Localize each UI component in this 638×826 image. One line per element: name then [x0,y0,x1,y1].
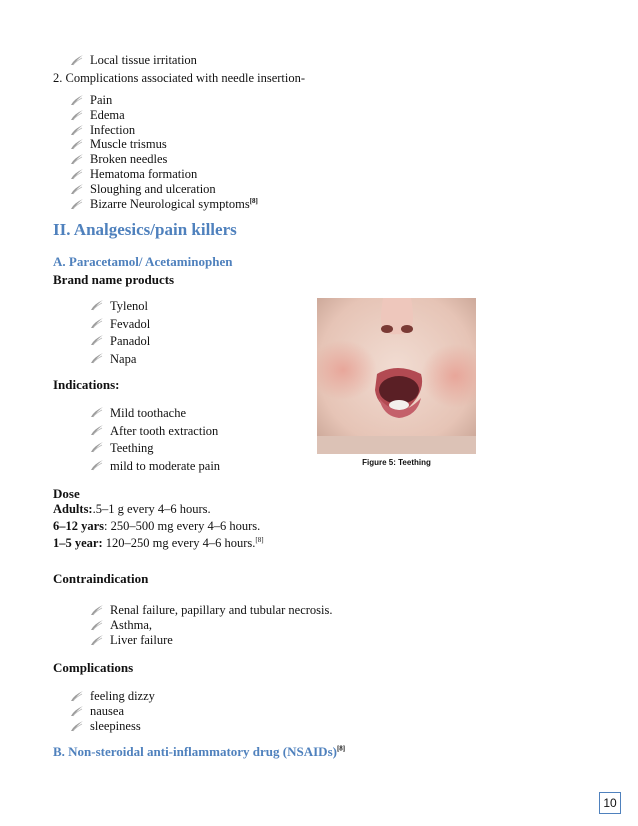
list-item-text: Liver failure [110,632,173,647]
list-item-text: Panadol [110,334,151,348]
list-item-text: Hematoma formation [90,166,198,181]
list-item-text: After tooth extraction [110,423,219,438]
swoosh-bullet-icon [70,705,84,717]
subsection-b-text: B. Non-steroidal anti-inflammatory drug (NSAIDs) [53,744,337,759]
list-item [90,405,220,423]
list-item-text: Local tissue irritation [90,53,197,67]
list-item-text: Teething [110,441,154,455]
indications-list [90,405,220,475]
dose-adults-value: .5–1 g every 4–6 hours. [92,502,211,516]
needle-complications-list [70,93,258,211]
swoosh-bullet-icon [70,183,84,195]
swoosh-bullet-icon [90,299,104,311]
swoosh-bullet-icon [70,198,84,210]
list-item [70,123,258,138]
swoosh-bullet-icon [90,424,104,436]
brand-list [90,298,150,368]
list-item [90,633,333,648]
list-item-text: mild to moderate pain [110,458,221,473]
indications-heading: Indications: [53,377,120,392]
dose-1-5-value: 120–250 mg every 4–6 hours. [102,536,256,550]
swoosh-bullet-icon [90,459,104,471]
swoosh-bullet-icon [90,334,104,346]
complications-heading: Complications [53,660,134,675]
list-item [70,719,155,734]
list-item-text: Renal failure, papillary and tubular necrosis. [110,603,333,617]
needle-complications-heading: 2. Complications associated with needle insertion- [53,71,306,85]
list-item [90,458,220,476]
list-item [70,182,258,197]
dose-1-5 [53,536,264,551]
list-item-text: Edema [90,107,125,122]
page-number-box [599,792,621,814]
list-item-text: Sloughing and ulceration [90,181,216,196]
citation: [8] [255,535,264,544]
citation: [8] [249,196,258,205]
dose-adults-label: Adults: [53,502,93,516]
list-item [90,351,150,369]
list-item [70,108,258,123]
list-item [90,603,333,618]
list-item [70,137,258,152]
list-item-text: Bizarre Neurological symptoms [90,196,250,211]
swoosh-bullet-icon [90,317,104,329]
swoosh-bullet-icon [70,720,84,732]
swoosh-bullet-icon [70,168,84,180]
list-item [70,704,155,719]
dose-6-12-value: : 250–500 mg every 4–6 hours. [104,519,261,533]
swoosh-bullet-icon [70,54,84,66]
list-item [70,152,258,167]
list-item-text: Tylenol [110,299,149,313]
contraindication-list [90,603,333,647]
list-item [90,298,150,316]
citation: [8] [336,744,346,753]
brand-heading: Brand name products [53,272,175,287]
list-item-text: feeling dizzy [90,689,155,703]
list-item [90,618,333,633]
teething-photo [317,298,476,454]
dose-heading: Dose [53,486,80,501]
list-item-text: Muscle trismus [90,137,167,152]
dose-6-12 [53,519,260,534]
list-item [70,167,258,182]
list-item-text: Fevadol [110,316,151,331]
dose-6-12-label: 6–12 yars [53,519,105,533]
swoosh-bullet-icon [90,406,104,418]
swoosh-bullet-icon [90,352,104,364]
list-item-text: sleepiness [90,718,141,733]
complications-list [70,689,155,733]
list-item-text: Asthma, [110,617,153,632]
list-item [70,689,155,704]
dose-adults [53,502,211,517]
list-item [90,440,220,458]
swoosh-bullet-icon [90,619,104,631]
section-title: II. Analgesics/pain killers [53,220,237,239]
swoosh-bullet-icon [70,138,84,150]
subsection-a-title: A. Paracetamol/ Acetaminophen [53,254,233,269]
swoosh-bullet-icon [70,109,84,121]
swoosh-bullet-icon [70,94,84,106]
subsection-b-title [53,744,345,760]
contraindication-heading: Contraindication [53,571,149,586]
list-item-text: Infection [90,122,136,137]
swoosh-bullet-icon [90,441,104,453]
swoosh-bullet-icon [70,124,84,136]
list-item [70,53,197,68]
list-item [70,93,258,108]
list-item [90,316,150,334]
list-item [70,197,258,212]
list-item-text: Broken needles [90,152,168,167]
list-item-text: Napa [110,351,137,366]
list-item-text: Mild toothache [110,406,187,420]
dose-1-5-label: 1–5 year: [53,536,103,550]
list-item-text: nausea [90,703,125,718]
swoosh-bullet-icon [90,604,104,616]
list-item [90,423,220,441]
swoosh-bullet-icon [70,690,84,702]
swoosh-bullet-icon [70,153,84,165]
child-face-image [317,298,476,454]
swoosh-bullet-icon [90,634,104,646]
list-item [90,333,150,351]
figure-caption: Figure 5: Teething [362,458,431,467]
page-number: 10 [603,796,617,810]
top-list [70,53,197,68]
list-item-text: Pain [90,93,113,107]
